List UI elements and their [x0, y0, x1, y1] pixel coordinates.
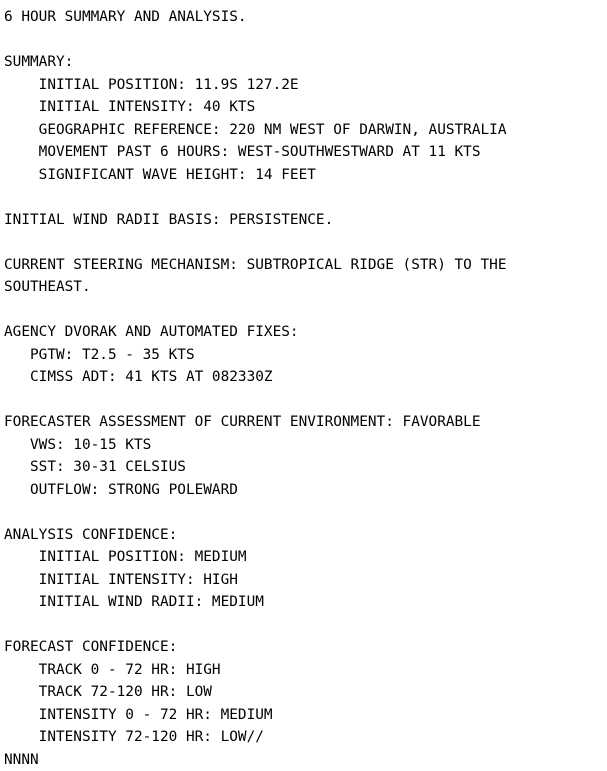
text-line: INTENSITY 72-120 HR: LOW//	[4, 726, 607, 749]
text-line: SOUTHEAST.	[4, 276, 607, 299]
text-line: FORECASTER ASSESSMENT OF CURRENT ENVIRONMENT: FAVORABLE	[4, 411, 607, 434]
text-line: INTENSITY 0 - 72 HR: MEDIUM	[4, 704, 607, 727]
text-line: SST: 30-31 CELSIUS	[4, 456, 607, 479]
text-line: INITIAL WIND RADII BASIS: PERSISTENCE.	[4, 209, 607, 232]
text-line: INITIAL POSITION: MEDIUM	[4, 546, 607, 569]
text-line: AGENCY DVORAK AND AUTOMATED FIXES:	[4, 321, 607, 344]
text-line: 6 HOUR SUMMARY AND ANALYSIS.	[4, 6, 607, 29]
text-line: CIMSS ADT: 41 KTS AT 082330Z	[4, 366, 607, 389]
blank-line	[4, 614, 607, 637]
blank-line	[4, 29, 607, 52]
text-line: MOVEMENT PAST 6 HOURS: WEST-SOUTHWESTWARD AT 11 KTS	[4, 141, 607, 164]
text-line: VWS: 10-15 KTS	[4, 434, 607, 457]
text-line: CURRENT STEERING MECHANISM: SUBTROPICAL RIDGE (STR) TO THE	[4, 254, 607, 277]
blank-line	[4, 299, 607, 322]
text-line: INITIAL POSITION: 11.9S 127.2E	[4, 74, 607, 97]
text-line: TRACK 0 - 72 HR: HIGH	[4, 659, 607, 682]
text-line: GEOGRAPHIC REFERENCE: 220 NM WEST OF DARWIN, AUSTRALIA	[4, 119, 607, 142]
text-line: INITIAL INTENSITY: 40 KTS	[4, 96, 607, 119]
text-line: TRACK 72-120 HR: LOW	[4, 681, 607, 704]
text-line: SUMMARY:	[4, 51, 607, 74]
text-line: SIGNIFICANT WAVE HEIGHT: 14 FEET	[4, 164, 607, 187]
text-line: INITIAL WIND RADII: MEDIUM	[4, 591, 607, 614]
text-line: OUTFLOW: STRONG POLEWARD	[4, 479, 607, 502]
blank-line	[4, 231, 607, 254]
text-line: ANALYSIS CONFIDENCE:	[4, 524, 607, 547]
blank-line	[4, 389, 607, 412]
text-line: NNNN	[4, 749, 607, 771]
blank-line	[4, 501, 607, 524]
text-line: FORECAST CONFIDENCE:	[4, 636, 607, 659]
blank-line	[4, 186, 607, 209]
text-line: PGTW: T2.5 - 35 KTS	[4, 344, 607, 367]
text-line: INITIAL INTENSITY: HIGH	[4, 569, 607, 592]
